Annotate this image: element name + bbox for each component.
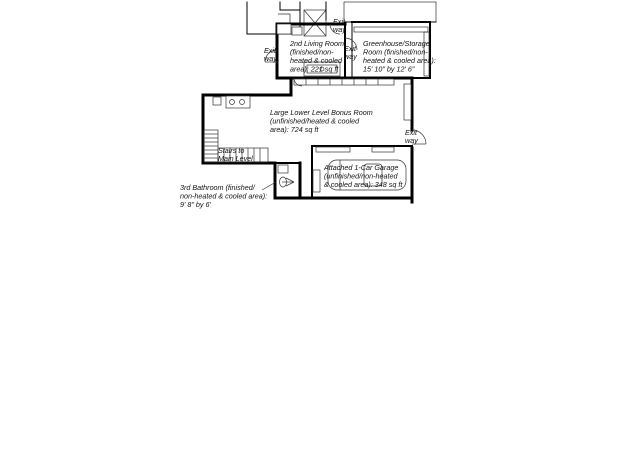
exit-line: Exit (333, 17, 345, 26)
svg-text:3rd Bathroom (finished/non-hea (180, 183, 267, 209)
exit-line: Exit (264, 46, 276, 55)
living-room-line: area): 221 sq ft (290, 64, 339, 74)
label-exit-top (333, 17, 346, 34)
exit-line: way (344, 52, 357, 61)
stairs-line: Main Level (218, 154, 253, 163)
exit-line: Exit (344, 44, 356, 53)
svg-text:Exitway (344, 44, 357, 61)
bonus-room-line: (unfinished/heated & cooled (270, 116, 360, 126)
exit-line: way (333, 25, 346, 34)
svg-text:Exitway (405, 128, 418, 145)
bonus-room-line: area): 724 sq ft (270, 125, 319, 134)
svg-text:Greenhouse/StorageRoom (finish (363, 39, 436, 74)
label-bathroom (180, 182, 276, 209)
garage-line: Attached 1-Car Garage (324, 163, 399, 172)
label-garage (323, 163, 403, 189)
stairs-line: Stairs to (218, 146, 245, 155)
label-greenhouse (363, 39, 436, 74)
exit-line: way (264, 54, 277, 63)
label-exit-right (405, 128, 418, 145)
svg-text:Exitway (264, 46, 277, 63)
garage-line: & cooled area): 348 sq ft (324, 180, 403, 189)
exit-line: Exit (405, 128, 417, 137)
label-exit-mid (344, 44, 357, 61)
greenhouse-line: Greenhouse/Storage (363, 39, 430, 48)
bathroom-line: non-heated & cooled area): (180, 191, 268, 201)
svg-text:Large Lower Level Bonus Room(u (270, 108, 373, 134)
greenhouse-line: Room (finished/non- (363, 47, 428, 57)
svg-text:2nd Living Room(finished/non-h (289, 39, 344, 74)
bonus-room-line: Large Lower Level Bonus Room (270, 108, 373, 117)
svg-text:Exitway (333, 17, 346, 34)
bathroom-fixtures (278, 165, 294, 187)
greenhouse-line: heated & cooled area): (363, 56, 436, 65)
bathroom-line: 9' 8" by 6' (180, 200, 211, 209)
label-living-room (289, 39, 344, 74)
living-room-line: (finished/non- (290, 47, 334, 57)
garage-line: (unfinished/non-heated (324, 171, 398, 181)
greenhouse-line: 15' 10" by 12' 6" (363, 64, 415, 74)
living-room-line: heated & cooled (290, 56, 342, 65)
svg-text:Attached 1-Car Garage(unfinish (323, 163, 403, 189)
label-bonus-room (270, 108, 373, 134)
label-exit-left (264, 46, 277, 63)
bathroom-line: 3rd Bathroom (finished/ (180, 183, 255, 192)
exit-line: way (405, 136, 418, 145)
living-room-line: 2nd Living Room (290, 39, 344, 48)
